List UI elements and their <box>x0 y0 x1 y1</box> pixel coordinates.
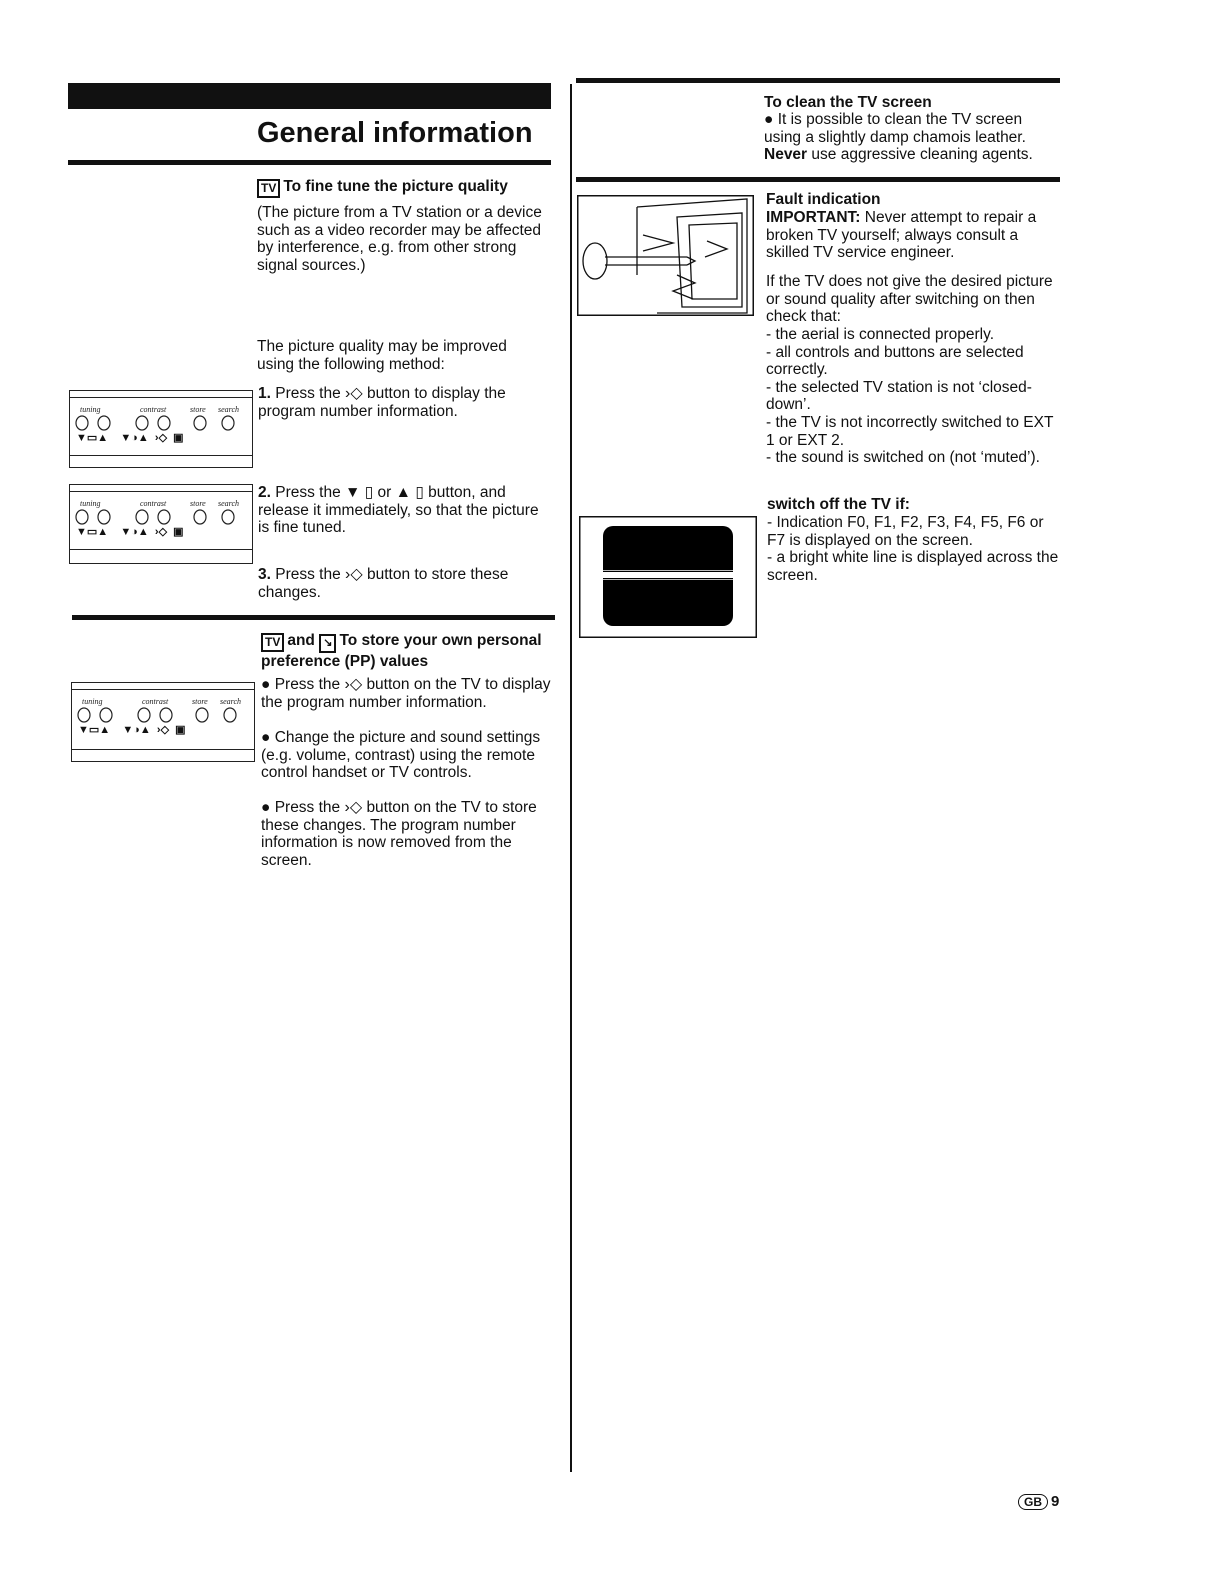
control-panel-illustration <box>71 682 255 762</box>
switch-off-heading: switch off the TV if: <box>767 496 910 513</box>
fault-top-rule <box>576 177 1060 182</box>
fault-check-item: - the sound is switched on (not ‘muted’). <box>766 449 1040 467</box>
pp-text: Change the picture and sound settings (e.g. volume, contrast) using the remote control handset or TV controls. <box>261 729 541 782</box>
step-text: button to display the program number information. <box>258 385 506 420</box>
panel-knobs-icon <box>74 509 248 525</box>
clean-text-pre: It is possible to clean the TV screen using a slightly damp chamois leather. <box>764 111 1026 146</box>
panel-label-tuning: tuning <box>82 697 103 706</box>
fine-tune-step-3 <box>258 566 553 601</box>
store-diamond-icon: ›◇ <box>344 676 363 693</box>
fault-check-item: - the selected TV station is not ‘closed-down’. <box>766 378 1032 414</box>
step-number: 2. <box>258 484 271 501</box>
screen-icon: ▯ <box>364 484 374 501</box>
clean-text-post: use aggressive cleaning agents. <box>811 146 1033 164</box>
pp-text: button on the TV to display the program number information. <box>261 676 551 711</box>
bullet-icon: ● <box>261 799 271 816</box>
fault-check-item: - the TV is not incorrectly switched to EXT 1 or EXT 2. <box>766 413 1054 449</box>
bullet-icon: ● <box>261 676 271 693</box>
screen-icon: ▯ <box>415 484 424 501</box>
step-text: button to store these changes. <box>258 566 509 601</box>
page-number-value: 9 <box>1051 1493 1060 1510</box>
panel-label-tuning: tuning <box>80 405 101 414</box>
remote-control-icon: ↘ <box>319 634 336 653</box>
step-text: button, and release it immediately, so that the picture is fine tuned. <box>258 484 539 537</box>
pp-bullet-3 <box>261 799 551 869</box>
pp-and: and <box>287 632 315 649</box>
panel-label-search: search <box>218 405 240 414</box>
important-text: Never attempt to repair a broken TV yourself; always consult a skilled TV service engineer. <box>766 209 1037 262</box>
panel-label-contrast: contrast <box>140 405 167 414</box>
fault-check-item: - the aerial is connected properly. <box>766 326 995 343</box>
fine-tune-step-2 <box>258 484 553 537</box>
pp-heading: To store your own personal preference (PP) values <box>261 632 542 670</box>
panel-symbols-icon: ▼▭▲ ▼◑▲ ›◇ ▣ <box>76 432 184 444</box>
tv-white-line-illustration <box>579 516 757 638</box>
fine-tune-method: The picture quality may be improved using the following method: <box>257 338 507 373</box>
switch-off-list <box>767 514 1062 584</box>
fault-intro: If the TV does not give the desired picture or sound quality after switching on then check that: <box>766 273 1053 326</box>
panel-label-store: store <box>190 405 206 414</box>
pp-text: Press the <box>274 799 341 816</box>
bullet-icon: ● <box>764 111 774 128</box>
clean-top-rule <box>576 78 1060 83</box>
switch-off-item: - Indication F0, F1, F2, F3, F4, F5, F6 or F7 is displayed on the screen. <box>767 514 1044 549</box>
store-diamond-icon: ›◇ <box>345 566 363 583</box>
pp-bullet-2 <box>261 729 551 782</box>
title-underline <box>68 160 551 165</box>
store-diamond-icon: ›◇ <box>345 385 363 402</box>
pp-bullet-1 <box>261 676 551 711</box>
country-badge: GB <box>1018 1494 1048 1510</box>
pp-top-rule <box>72 615 555 620</box>
fault-heading: Fault indication <box>766 191 881 208</box>
step-number: 1. <box>258 385 271 402</box>
fine-tune-heading: To fine tune the picture quality <box>283 178 508 195</box>
panel-symbols-icon: ▼▭▲ ▼◑▲ ›◇ ▣ <box>78 724 186 736</box>
fine-tune-heading-block <box>257 178 557 198</box>
pp-text: Press the <box>274 676 341 693</box>
panel-knobs-icon <box>76 707 250 723</box>
fault-check-item: - all controls and buttons are selected correctly. <box>766 343 1024 379</box>
panel-label-contrast: contrast <box>142 697 169 706</box>
important-label: IMPORTANT: <box>766 209 861 226</box>
step-text: Press the <box>275 566 341 583</box>
fault-important <box>766 209 1061 262</box>
tv-icon: TV <box>261 633 284 652</box>
fine-tune-intro: (The picture from a TV station or a device such as a video recorder may be affected by interference, e.g. from other strong signal sources.) <box>257 204 542 274</box>
panel-label-contrast: contrast <box>140 499 167 508</box>
down-arrow-icon: ▼ <box>345 484 361 501</box>
bullet-icon: ● <box>261 729 271 746</box>
step-number: 3. <box>258 566 271 583</box>
pp-heading-block <box>261 632 556 671</box>
pp-text: button on the TV to store these changes. The program number information is now removed from the screen. <box>261 799 537 869</box>
page-number <box>1018 1493 1059 1510</box>
panel-label-search: search <box>218 499 240 508</box>
up-arrow-icon: ▲ <box>395 484 411 501</box>
panel-knobs-icon <box>74 415 248 431</box>
clean-heading: To clean the TV screen <box>764 94 932 111</box>
switch-off-item: - a bright white line is displayed across the screen. <box>767 549 1059 584</box>
control-panel-illustration <box>69 484 253 564</box>
header-bar <box>68 83 551 109</box>
panel-label-search: search <box>220 697 242 706</box>
clean-never: Never <box>764 146 808 164</box>
fault-checks <box>766 326 1061 467</box>
tv-repair-illustration <box>577 195 754 316</box>
step-text: Press the <box>275 385 341 402</box>
step-text: or <box>377 484 392 501</box>
step-text: Press the <box>275 484 341 501</box>
panel-label-store: store <box>190 499 206 508</box>
store-diamond-icon: ›◇ <box>344 799 363 816</box>
panel-label-store: store <box>192 697 208 706</box>
panel-symbols-icon: ▼▭▲ ▼◑▲ ›◇ ▣ <box>76 526 184 538</box>
control-panel-illustration <box>69 390 253 468</box>
page-title: General information <box>257 117 533 149</box>
clean-text <box>764 111 1059 164</box>
tv-icon: TV <box>257 179 280 198</box>
column-divider <box>570 84 572 1472</box>
fine-tune-step-1 <box>258 385 553 420</box>
panel-label-tuning: tuning <box>80 499 101 508</box>
